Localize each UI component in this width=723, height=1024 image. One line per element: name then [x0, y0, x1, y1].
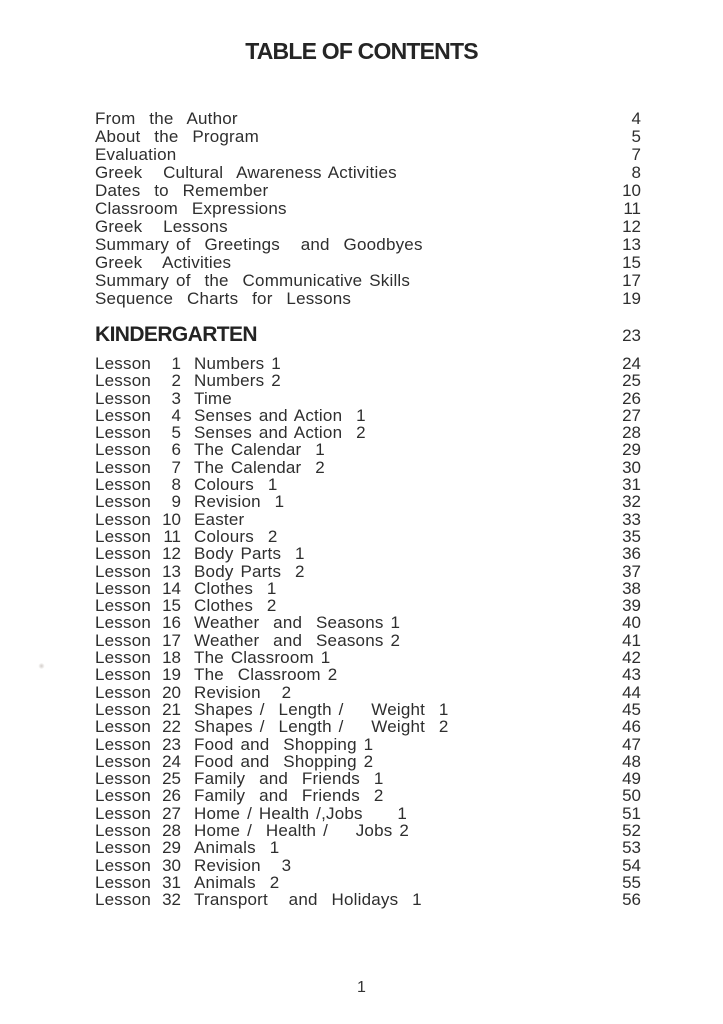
lesson-row	[95, 441, 641, 458]
lesson-row	[95, 372, 641, 389]
lesson-title: Colours 1	[194, 475, 278, 495]
lesson-number: 18	[162, 648, 181, 668]
toc-entry-row	[95, 182, 641, 200]
lesson-word: Lesson	[95, 423, 152, 443]
lesson-entry	[95, 563, 305, 580]
lesson-word: Lesson	[95, 872, 152, 892]
lesson-title: Time	[194, 388, 232, 408]
toc-entry-page: 7	[631, 145, 641, 164]
lesson-page-number: 30	[622, 457, 641, 477]
toc-entry-label: Sequence Charts for Lessons	[95, 289, 352, 308]
lesson-row	[95, 528, 641, 545]
lesson-row	[95, 718, 641, 735]
lesson-page-number: 55	[622, 872, 641, 892]
lesson-title: Colours 2	[194, 526, 278, 546]
lesson-entry	[95, 666, 337, 683]
lesson-word: Lesson	[95, 803, 152, 823]
lesson-word: Lesson	[95, 354, 152, 373]
lesson-number: 9	[171, 492, 181, 512]
lesson-word: Lesson	[95, 578, 152, 598]
toc-entry-label: Greek Lessons	[95, 217, 228, 236]
lesson-word: Lesson	[95, 492, 152, 512]
lesson-number: 5	[171, 423, 181, 443]
lesson-number: 3	[171, 388, 181, 408]
lesson-title: The Classroom 2	[194, 665, 338, 685]
lesson-row	[95, 424, 641, 441]
lesson-title: Home / Health / Jobs 2	[194, 821, 410, 841]
scan-artifact	[38, 663, 45, 669]
toc-entry-label: Classroom Expressions	[95, 199, 287, 218]
lesson-title: Revision 3	[194, 855, 292, 875]
lesson-title: Numbers 2	[194, 371, 281, 391]
lesson-page-number: 40	[622, 613, 641, 633]
lesson-word: Lesson	[95, 544, 152, 564]
lesson-title: Shapes / Length / Weight 1	[194, 699, 449, 719]
section-page-number: 23	[622, 326, 641, 345]
lesson-entry	[95, 805, 407, 822]
toc-entry-row	[95, 146, 641, 164]
toc-entry-page: 12	[622, 217, 641, 236]
lesson-row	[95, 580, 641, 597]
lesson-row	[95, 407, 641, 424]
lesson-entry	[95, 493, 284, 510]
lesson-entry	[95, 857, 291, 874]
lesson-word: Lesson	[95, 648, 152, 668]
lesson-number: 19	[162, 665, 181, 685]
lesson-title: Transport and Holidays 1	[194, 890, 422, 910]
lesson-word: Lesson	[95, 596, 152, 616]
lesson-title: Numbers 1	[194, 354, 281, 373]
lesson-page-number: 48	[622, 751, 641, 771]
lesson-title: Revision 2	[194, 682, 292, 702]
lesson-number: 11	[163, 526, 181, 546]
lesson-number: 12	[162, 544, 181, 564]
lesson-entry	[95, 441, 325, 458]
lesson-page-number: 41	[622, 630, 641, 650]
toc-entry-page: 13	[622, 235, 641, 254]
lesson-page-number: 51	[622, 803, 641, 823]
toc-entry-page: 17	[622, 271, 641, 290]
lesson-word: Lesson	[95, 821, 152, 841]
lesson-page-number: 29	[622, 440, 641, 460]
lesson-word: Lesson	[95, 388, 152, 408]
lesson-row	[95, 770, 641, 787]
lesson-page-number: 37	[622, 561, 641, 581]
lesson-entry	[95, 459, 325, 476]
lesson-title: Body Parts 1	[194, 544, 305, 564]
lesson-title: Easter	[194, 509, 245, 529]
lesson-title: Home / Health /,Jobs 1	[194, 803, 408, 823]
page-title: TABLE OF CONTENTS	[245, 38, 478, 64]
lesson-page-number: 56	[622, 890, 641, 910]
toc-entry-label: Summary of Greetings and Goodbyes	[95, 235, 423, 254]
lesson-number: 1	[171, 354, 181, 373]
lesson-word: Lesson	[95, 405, 152, 425]
lesson-page-number: 24	[622, 354, 641, 373]
toc-entry-page: 19	[622, 289, 641, 308]
section-row-kindergarten	[95, 322, 641, 348]
toc-entry-row	[95, 272, 641, 290]
lesson-entry	[95, 424, 366, 441]
lesson-entry	[95, 718, 449, 735]
lesson-word: Lesson	[95, 509, 152, 529]
lesson-title: The Calendar 2	[194, 457, 325, 477]
lesson-entry	[95, 632, 400, 649]
lesson-page-number: 36	[622, 544, 641, 564]
lesson-entry	[95, 390, 232, 407]
lesson-word: Lesson	[95, 786, 152, 806]
lesson-page-number: 32	[622, 492, 641, 512]
lesson-title: Senses and Action 1	[194, 405, 366, 425]
lesson-number: 15	[162, 596, 181, 616]
lesson-number: 14	[162, 578, 181, 598]
lesson-title: Family and Friends 1	[194, 769, 384, 789]
lesson-row	[95, 355, 641, 372]
lesson-entry	[95, 407, 366, 424]
lesson-word: Lesson	[95, 890, 152, 910]
lesson-page-number: 35	[622, 526, 641, 546]
lesson-page-number: 31	[622, 475, 641, 495]
lesson-row	[95, 839, 641, 856]
lesson-number: 23	[162, 734, 181, 754]
toc-entry-row	[95, 200, 641, 218]
lesson-row	[95, 805, 641, 822]
lesson-row	[95, 597, 641, 614]
toc-entry-label: Summary of the Communicative Skills	[95, 271, 411, 290]
lesson-number: 20	[162, 682, 181, 702]
toc-entry-page: 8	[631, 163, 641, 182]
lesson-entry	[95, 874, 279, 891]
lesson-row	[95, 459, 641, 476]
toc-entry-row	[95, 164, 641, 182]
lesson-row	[95, 857, 641, 874]
lesson-number: 7	[171, 457, 181, 477]
lesson-row	[95, 701, 641, 718]
lesson-title: Animals 1	[194, 838, 280, 858]
toc-entry-label: Evaluation	[95, 145, 177, 164]
toc-entry-row	[95, 290, 641, 308]
lesson-row	[95, 563, 641, 580]
lesson-number: 21	[162, 699, 181, 719]
lesson-page-number: 45	[622, 699, 641, 719]
lesson-entry	[95, 597, 277, 614]
lesson-page-number: 46	[622, 717, 641, 737]
lesson-entry	[95, 355, 281, 372]
lesson-number: 28	[162, 821, 181, 841]
lesson-title: Animals 2	[194, 872, 280, 892]
lesson-title: The Calendar 1	[194, 440, 325, 460]
lesson-number: 13	[162, 561, 181, 581]
lesson-word: Lesson	[95, 613, 152, 633]
lesson-number: 10	[162, 509, 181, 529]
lesson-word: Lesson	[95, 855, 152, 875]
lesson-row	[95, 493, 641, 510]
lesson-number: 17	[162, 630, 181, 650]
lesson-page-number: 50	[622, 786, 641, 806]
lesson-entry	[95, 528, 277, 545]
lesson-title: Shapes / Length / Weight 2	[194, 717, 449, 737]
lesson-page-number: 49	[622, 769, 641, 789]
lesson-page-number: 44	[622, 682, 641, 702]
lesson-number: 6	[171, 440, 181, 460]
lesson-word: Lesson	[95, 371, 152, 391]
lesson-word: Lesson	[95, 440, 152, 460]
lesson-row	[95, 684, 641, 701]
lesson-number: 29	[162, 838, 181, 858]
lesson-word: Lesson	[95, 769, 152, 789]
lesson-number: 16	[162, 613, 181, 633]
lesson-entry	[95, 891, 422, 908]
lesson-page-number: 26	[622, 388, 641, 408]
lesson-entry	[95, 770, 384, 787]
lesson-entry	[95, 701, 449, 718]
toc-entry-label: About the Program	[95, 127, 259, 146]
toc-entry-label: Dates to Remember	[95, 181, 269, 200]
lesson-number: 32	[162, 890, 181, 910]
lesson-word: Lesson	[95, 699, 152, 719]
lesson-page-number: 43	[622, 665, 641, 685]
lesson-number: 31	[162, 872, 181, 892]
lesson-title: Body Parts 2	[194, 561, 305, 581]
lesson-page-number: 47	[622, 734, 641, 754]
lesson-number: 30	[162, 855, 181, 875]
lesson-word: Lesson	[95, 630, 152, 650]
lesson-entry	[95, 787, 384, 804]
lesson-page-number: 25	[622, 371, 641, 391]
lesson-word: Lesson	[95, 665, 152, 685]
lesson-number: 8	[171, 475, 181, 495]
lesson-page-number: 54	[622, 855, 641, 875]
lesson-row	[95, 874, 641, 891]
lesson-page-number: 38	[622, 578, 641, 598]
lesson-row	[95, 891, 641, 908]
lesson-word: Lesson	[95, 717, 152, 737]
lesson-number: 25	[162, 769, 181, 789]
lesson-title: The Classroom 1	[194, 648, 331, 668]
lesson-row	[95, 632, 641, 649]
lesson-word: Lesson	[95, 475, 152, 495]
lesson-row	[95, 545, 641, 562]
lesson-word: Lesson	[95, 682, 152, 702]
toc-entry-page: 5	[631, 127, 641, 146]
lesson-list	[95, 355, 641, 909]
lesson-entry	[95, 684, 291, 701]
toc-entry-row	[95, 254, 641, 272]
lesson-title: Family and Friends 2	[194, 786, 384, 806]
lesson-number: 26	[162, 786, 181, 806]
lesson-title: Clothes 1	[194, 578, 277, 598]
lesson-title: Food and Shopping 2	[194, 751, 374, 771]
lesson-title: Revision 1	[194, 492, 285, 512]
toc-entry-row	[95, 218, 641, 236]
lesson-page-number: 27	[622, 405, 641, 425]
lesson-row	[95, 390, 641, 407]
lesson-row	[95, 787, 641, 804]
toc-entry-page: 11	[623, 199, 641, 218]
lesson-row	[95, 753, 641, 770]
toc-entry-label: Greek Cultural Awareness Activities	[95, 163, 397, 182]
toc-entry-row	[95, 110, 641, 128]
lesson-row	[95, 614, 641, 631]
lesson-page-number: 39	[622, 596, 641, 616]
toc-entry-page: 4	[631, 109, 641, 128]
toc-entry-page: 10	[622, 181, 641, 200]
lesson-word: Lesson	[95, 838, 152, 858]
lesson-word: Lesson	[95, 734, 152, 754]
lesson-page-number: 33	[622, 509, 641, 529]
lesson-row	[95, 736, 641, 753]
lesson-entry	[95, 614, 400, 631]
footer-page-number: 1	[357, 979, 366, 996]
lesson-number: 4	[171, 405, 181, 425]
lesson-number: 24	[162, 751, 181, 771]
lesson-row	[95, 822, 641, 839]
lesson-page-number: 52	[622, 821, 641, 841]
toc-entry-row	[95, 128, 641, 146]
lesson-entry	[95, 580, 277, 597]
lesson-word: Lesson	[95, 561, 152, 581]
lesson-page-number: 42	[622, 648, 641, 668]
lesson-entry	[95, 736, 373, 753]
lesson-entry	[95, 476, 277, 493]
lesson-row	[95, 476, 641, 493]
front-matter-list	[95, 110, 641, 308]
lesson-number: 22	[162, 717, 181, 737]
lesson-entry	[95, 822, 409, 839]
lesson-row	[95, 511, 641, 528]
lesson-entry	[95, 839, 279, 856]
section-title: KINDERGARTEN	[95, 323, 257, 346]
lesson-row	[95, 666, 641, 683]
toc-entry-label: Greek Activities	[95, 253, 232, 272]
lesson-title: Food and Shopping 1	[194, 734, 374, 754]
toc-entry-label: From the Author	[95, 109, 238, 128]
lesson-title: Weather and Seasons 1	[194, 613, 401, 633]
lesson-page-number: 53	[622, 838, 641, 858]
lesson-entry	[95, 511, 244, 528]
lesson-word: Lesson	[95, 457, 152, 477]
toc-entry-row	[95, 236, 641, 254]
lesson-number: 27	[162, 803, 181, 823]
lesson-row	[95, 649, 641, 666]
lesson-title: Weather and Seasons 2	[194, 630, 401, 650]
lesson-entry	[95, 649, 330, 666]
lesson-word: Lesson	[95, 751, 152, 771]
lesson-entry	[95, 372, 281, 389]
lesson-page-number: 28	[622, 423, 641, 443]
lesson-title: Senses and Action 2	[194, 423, 366, 443]
lesson-entry	[95, 753, 373, 770]
lesson-word: Lesson	[95, 526, 152, 546]
toc-entry-page: 15	[622, 253, 641, 272]
lesson-number: 2	[171, 371, 181, 391]
lesson-title: Clothes 2	[194, 596, 277, 616]
lesson-entry	[95, 545, 305, 562]
